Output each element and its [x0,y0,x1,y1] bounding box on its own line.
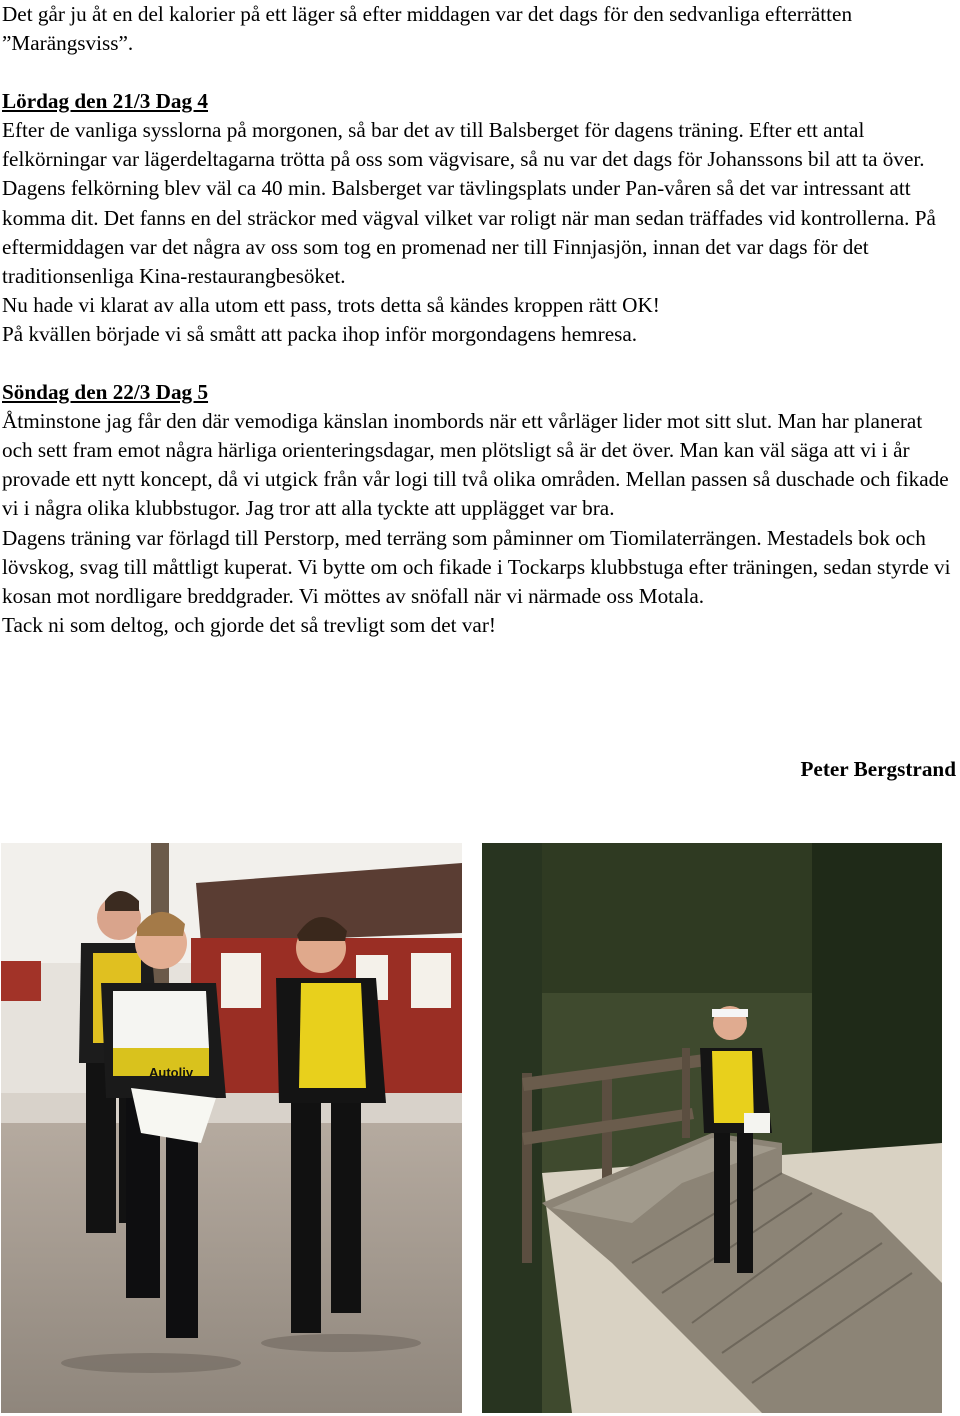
intro-paragraph: Det går ju åt en del kalorier på ett läger så efter middagen var det dags för den sedvanliga efterrätten ”Marängsviss”. [2,2,853,56]
day5-paragraph-2: Dagens träning var förlagd till Perstorp, med terräng som påminner om Tiomilaterrängen. Mestadels bok och lövskog, svag till måttligt kuperat. Vi bytte om och fikade i Tockarps klubbstuga efter träningen, sedan styrde vi kosan mot nordligare breddgrader. Vi möttes av snöfall när vi närmade oss Motala. [2,525,951,608]
photo-runner-on-boardwalk [482,843,942,1413]
day4-paragraph-3: På kvällen började vi så smått att packa ihop inför morgondagens hemresa. [2,321,638,346]
day5-paragraph-3: Tack ni som deltog, och gjorde det så trevligt som det var! [2,612,496,637]
day4-paragraph-2: Nu hade vi klarat av alla utom ett pass, trots detta så kändes kroppen rätt OK! [2,292,660,317]
author-signature: Peter Bergstrand [800,757,956,781]
article-body [2,0,958,640]
jersey-text: Autoliv [149,1065,194,1080]
day5-paragraph-1: Åtminstone jag får den där vemodiga känslan inombords när ett vårläger lider mot sitt slut. Man har planerat och sett fram emot några härliga orienteringsdagar, men plötsligt så är det över. Man kan väl säga att vi i år provade ett nytt koncept, då vi utgick från vår logi till två olika områden. Mellan passen så duschade och fikade vi i några olika klubbstugor. Jag tror att alla tyckte att upplägget var bra. [2,409,949,521]
photo-runners-by-cabin [1,843,462,1413]
day4-heading: Lördag den 21/3 Dag 4 [2,89,209,114]
day4-paragraph-1: Efter de vanliga sysslorna på morgonen, så bar det av till Balsberget för dagens träning. Efter ett antal felkörningar var lägerdeltagarna trötta på oss som vägvisare, så nu var det dags för Johanssons bil att ta över. Dagens felkörning blev väl ca 40 min. Balsberget var tävlingsplats under Pan-våren så det var intressant att komma dit. Det fanns en del sträckor med vägval vilket var roligt när man sedan träffades vid kontrollerna. På eftermiddagen var det några av oss som tog en promenad ner till Finnjasjön, innan det var dags för det traditionsenliga Kina-restaurangbesöket. [2,118,936,288]
day5-heading: Söndag den 22/3 Dag 5 [2,380,209,405]
